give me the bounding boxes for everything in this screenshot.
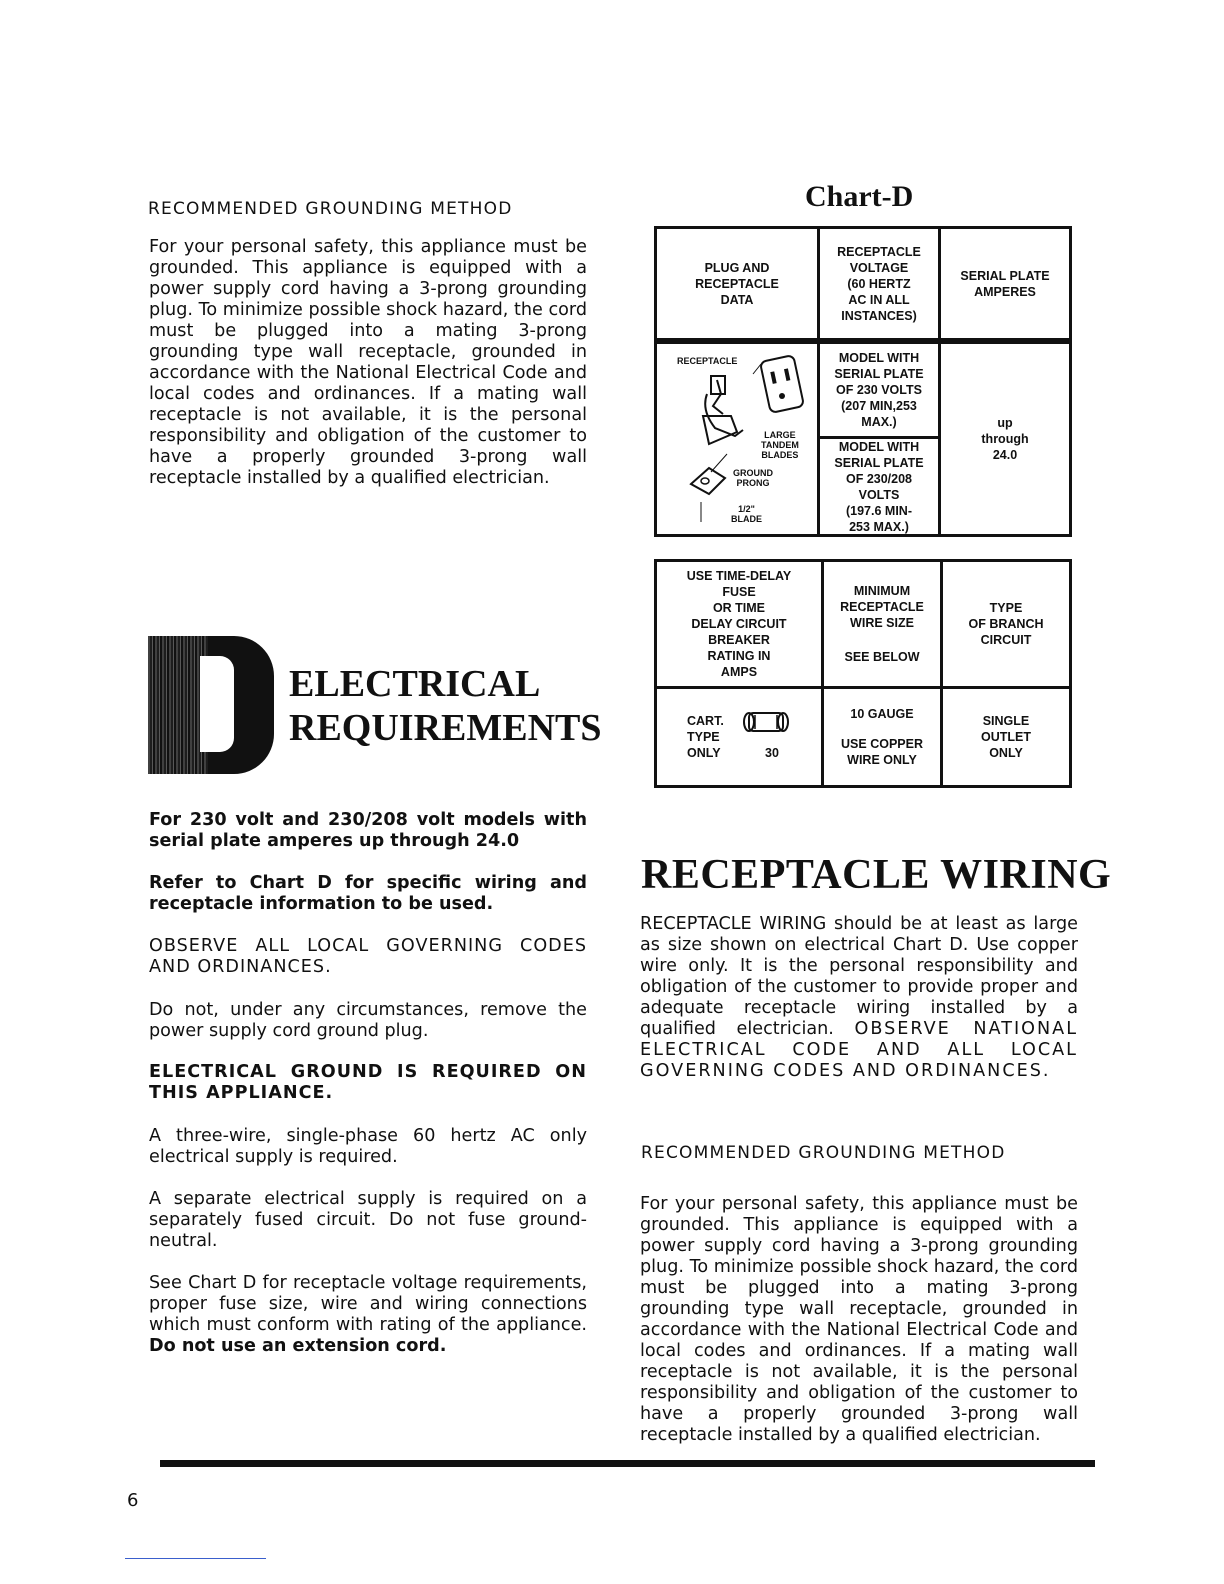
receptacle-wiring-body: RECEPTACLE WIRING should be at least as large as size shown on electrical Chart D. Use copper wire only. It is the personal responsibility and obligation of the customer to provide proper and adequate receptacle wiring installed by a qualified electrician. bbox=[640, 914, 1078, 1039]
cartridge-fuse-icon bbox=[741, 705, 791, 739]
paragraph-refer-chart: Refer to Chart D for specific wiring and receptacle information to be used. bbox=[149, 873, 587, 914]
label-half-blade: 1/2" BLADE bbox=[731, 504, 762, 524]
section-d-logo bbox=[148, 636, 274, 774]
label-receptacle: RECEPTACLE bbox=[677, 356, 738, 366]
wire-gauge: 10 GAUGE bbox=[850, 707, 914, 721]
page-number: 6 bbox=[127, 1490, 139, 1511]
receptacle-wiring-caps: OBSERVE NATIONAL ELECTRICAL CODE AND ALL LOCAL GOVERNING CODES AND ORDINANCES. bbox=[640, 1019, 1079, 1081]
header-wire-size: MINIMUM RECEPTACLE WIRE SIZE SEE BELOW bbox=[821, 559, 943, 689]
header-fuse-rating: USE TIME-DELAY FUSE OR TIME DELAY CIRCUIT BREAKER RATING IN AMPS bbox=[654, 559, 824, 689]
chart-title: Chart-D bbox=[805, 180, 914, 213]
plug-diagram-cell bbox=[654, 341, 820, 537]
extension-cord-warning: Do not use an extension cord. bbox=[149, 1336, 447, 1356]
paragraph-separate-supply: A separate electrical supply is required on a separately fused circuit. Do not fuse ground-neutral. bbox=[149, 1189, 587, 1251]
paragraph-three-wire: A three-wire, single-phase 60 hertz AC only electrical supply is required. bbox=[149, 1126, 587, 1167]
section-title-line1: ELECTRICAL bbox=[289, 663, 541, 705]
wire-copper: USE COPPER WIRE ONLY bbox=[841, 737, 923, 767]
receptacle-wiring-text bbox=[640, 914, 1078, 1082]
left-grounding-heading: RECOMMENDED GROUNDING METHOD bbox=[148, 199, 513, 219]
header-plug-data: PLUG AND RECEPTACLE DATA bbox=[654, 226, 820, 341]
paragraph-ground-plug: Do not, under any circumstances, remove the power supply cord ground plug. bbox=[149, 1000, 587, 1041]
amps-value: up through 24.0 bbox=[938, 341, 1072, 537]
fuse-amps: 30 bbox=[765, 746, 779, 760]
fuse-cart-type: CART. TYPE ONLY 30 bbox=[654, 686, 824, 788]
paragraph-see-chart bbox=[149, 1273, 587, 1357]
section-title-line2: REQUIREMENTS bbox=[289, 707, 602, 749]
paragraph-models: For 230 volt and 230/208 volt models with serial plate amperes up through 24.0 bbox=[149, 810, 587, 851]
paragraph-observe-codes: OBSERVE ALL LOCAL GOVERNING CODES AND ORDINANCES. bbox=[149, 936, 587, 977]
paragraph-ground-required: ELECTRICAL GROUND IS REQUIRED ON THIS APPLIANCE. bbox=[149, 1062, 587, 1103]
label-ground-prong: GROUND PRONG bbox=[733, 468, 773, 488]
header-branch-circuit: TYPE OF BRANCH CIRCUIT bbox=[940, 559, 1072, 689]
footer-link-line bbox=[125, 1558, 266, 1559]
label-tandem-blades: LARGE TANDEM BLADES bbox=[761, 430, 799, 460]
right-grounding-heading: RECOMMENDED GROUNDING METHOD bbox=[641, 1143, 1006, 1163]
model-230-volts: MODEL WITH SERIAL PLATE OF 230 VOLTS (207 MIN,253 MAX.) bbox=[817, 341, 941, 439]
footer-rule bbox=[160, 1460, 1095, 1467]
left-grounding-text: For your personal safety, this appliance must be grounded. This appliance is equipped with a power supply cord having a 3-prong grounding plug. To minimize possible shock hazard, the cord must be plugged into a mating 3-prong grounding type wall receptacle, grounded in accordance with the National Electrical Code and local codes and ordinances. If a mating wall receptacle is not available, it is the personal responsibility and obligation of the customer to have a properly grounded 3-prong wall receptacle installed by a qualified electrician. bbox=[149, 237, 587, 488]
right-grounding-text: For your personal safety, this appliance must be grounded. This appliance is equipped with a power supply cord having a 3-prong grounding plug. To minimize possible shock hazard, the cord must be plugged into a mating 3-prong grounding type wall receptacle, grounded in accordance with the National Electrical Code and local codes and ordinances. If a mating wall receptacle is not available, it is the personal responsibility and obligation of the customer to have a properly grounded 3-prong wall receptacle installed by a qualified electrician. bbox=[640, 1194, 1078, 1445]
see-chart-text: See Chart D for receptacle voltage requirements, proper fuse size, wire and wiring connections which must conform with rating of the appliance. bbox=[149, 1273, 587, 1335]
header-receptacle-voltage: RECEPTACLE VOLTAGE (60 HERTZ AC IN ALL INSTANCES) bbox=[817, 226, 941, 341]
wire-gauge-cell bbox=[821, 686, 943, 788]
model-230-208-volts: MODEL WITH SERIAL PLATE OF 230/208 VOLTS (197.6 MIN- 253 MAX.) bbox=[817, 436, 941, 537]
section-title bbox=[289, 662, 602, 750]
header-serial-amps: SERIAL PLATE AMPERES bbox=[938, 226, 1072, 341]
circuit-type: SINGLE OUTLET ONLY bbox=[940, 686, 1072, 788]
receptacle-wiring-title: RECEPTACLE WIRING bbox=[641, 852, 1112, 898]
